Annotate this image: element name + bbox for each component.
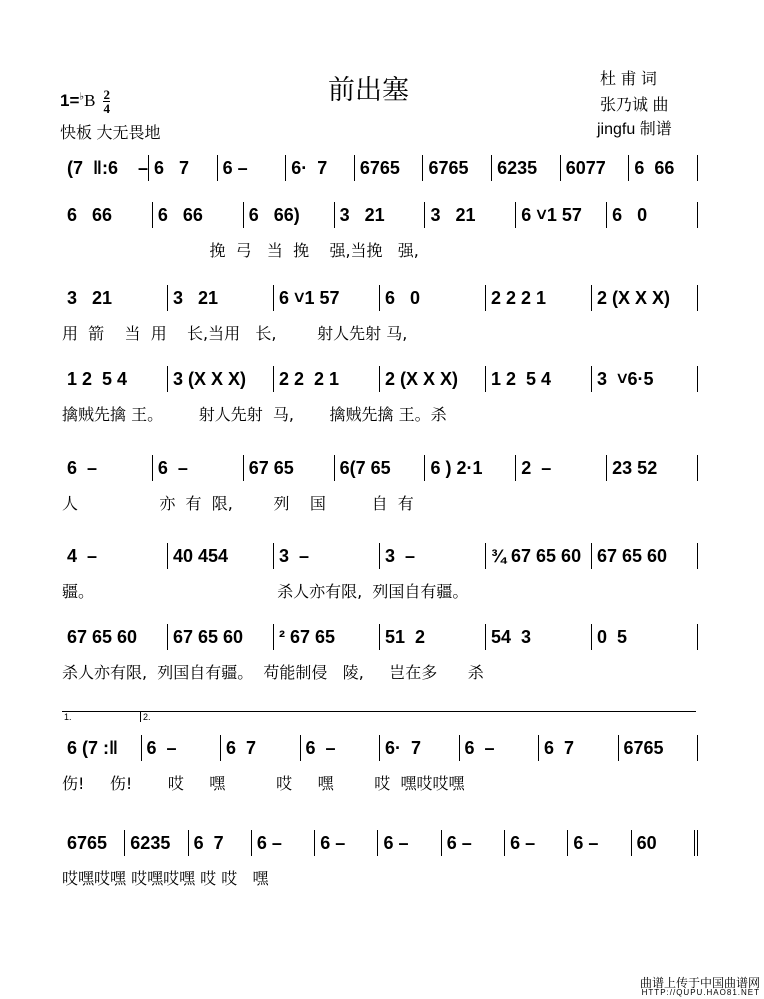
measure: 6 –: [460, 735, 540, 761]
measure: (7 ‖:6 –: [62, 155, 149, 181]
measure: 6235: [125, 830, 188, 856]
measure: 6077: [561, 155, 630, 181]
measure: 6 66: [62, 202, 153, 228]
measure: 6 7: [149, 155, 218, 181]
measure: 4 –: [62, 543, 168, 569]
measure: 1 2 5 4: [62, 366, 168, 392]
lyrics-line: 伤! 伤! 哎 嘿 哎 嘿 哎 嘿哎哎嘿: [62, 774, 465, 793]
staff-line: [62, 455, 698, 481]
measure: 6 –: [218, 155, 287, 181]
measure: 6· 7: [286, 155, 355, 181]
lyrics-line: 用 箭 当 用 长,当用 长, 射人先射 马,: [62, 324, 408, 343]
staff-line: [62, 366, 698, 392]
measure: 23 52: [607, 455, 698, 481]
staff-line: [62, 285, 698, 311]
key-signature: [60, 88, 110, 115]
measure: 67 65 60: [62, 624, 168, 650]
tempo-marking: 快板 大无畏地: [60, 125, 161, 142]
measure: 51 2: [380, 624, 486, 650]
flat-icon: ♭: [79, 91, 85, 103]
staff-line: [62, 202, 698, 228]
measure: 2 2 2 1: [486, 285, 592, 311]
measure: ¾ 67 65 60: [486, 543, 592, 569]
measure: 6 –: [378, 830, 441, 856]
measure: 3 ˅6·5: [592, 366, 698, 392]
key-note: B: [84, 90, 96, 110]
measure: 6 –: [442, 830, 505, 856]
measure: 6 66: [153, 202, 244, 228]
measure: 6 (7 :‖: [62, 735, 142, 761]
song-title: 前出塞: [328, 75, 409, 106]
measure: 6 0: [380, 285, 486, 311]
footer-url[interactable]: HTTP://QUPU.HAO81.NET: [641, 988, 760, 997]
measure: 6(7 65: [335, 455, 426, 481]
staff-line: [62, 624, 698, 650]
lyrics-line: 挽 弓 当 挽 强,当挽 强,: [62, 241, 419, 260]
measure: 3 –: [380, 543, 486, 569]
measure: 3 21: [425, 202, 516, 228]
measure: 6765: [423, 155, 492, 181]
volta-1: 1.: [64, 712, 72, 722]
lyrics-line: 人 亦 有 限, 列 国 自 有: [62, 494, 414, 513]
measure: 6· 7: [380, 735, 460, 761]
transcriber: jingfu 制谱: [597, 121, 672, 138]
measure: 6 –: [505, 830, 568, 856]
staff-line: [62, 830, 698, 856]
measure: 6 ˅1 57: [516, 202, 607, 228]
measure: 2 (X X X): [380, 366, 486, 392]
measure: 6 –: [568, 830, 631, 856]
staff-line: [62, 543, 698, 569]
measure: 6 –: [142, 735, 222, 761]
measure: 3 21: [335, 202, 426, 228]
time-denominator: 4: [103, 101, 110, 116]
measure: 3 (X X X): [168, 366, 274, 392]
measure: 0 5: [592, 624, 698, 650]
volta-2: 2.: [140, 712, 151, 722]
staff-line: [62, 155, 698, 181]
measure: 6 –: [301, 735, 381, 761]
lyrics-line: 疆。 杀人亦有限, 列国自有疆。: [62, 582, 469, 601]
measure: 6235: [492, 155, 561, 181]
measure: 6 –: [315, 830, 378, 856]
measure: 6 7: [221, 735, 301, 761]
measure: 6 7: [189, 830, 252, 856]
measure: 6 –: [252, 830, 315, 856]
measure: 6 7: [539, 735, 619, 761]
measure: 6 –: [62, 455, 153, 481]
measure: 2 –: [516, 455, 607, 481]
measure: 6 –: [153, 455, 244, 481]
measure: 6 66): [244, 202, 335, 228]
measure: 1 2 5 4: [486, 366, 592, 392]
measure: 54 3: [486, 624, 592, 650]
composer: 张乃诚 曲: [600, 97, 669, 114]
footer-site-name: 曲谱上传于中国曲谱网: [639, 976, 760, 990]
measure: 2 (X X X): [592, 285, 698, 311]
lyrics-line: 哎嘿哎嘿 哎嘿哎嘿 哎 哎 嘿: [62, 869, 269, 888]
measure: 6 ) 2·1: [425, 455, 516, 481]
measure: ² 67 65: [274, 624, 380, 650]
time-numerator: 2: [103, 87, 110, 102]
lyrics-line: 擒贼先擒 王。 射人先射 马, 擒贼先擒 王。杀: [62, 405, 447, 424]
measure: 3 21: [168, 285, 274, 311]
measure: 6765: [355, 155, 424, 181]
measure: 6765: [619, 735, 699, 761]
key-prefix: 1=: [60, 90, 80, 110]
volta-brackets: [62, 711, 696, 722]
measure: 6 0: [607, 202, 698, 228]
measure: 6 66: [629, 155, 698, 181]
measure: 60: [632, 830, 698, 856]
lyricist: 杜 甫 词: [600, 71, 657, 88]
time-signature: [103, 88, 110, 115]
measure: 6 ˅1 57: [274, 285, 380, 311]
lyrics-line: 杀人亦有限, 列国自有疆。 苟能制侵 陵, 岂在多 杀: [62, 663, 484, 682]
measure: 67 65 60: [168, 624, 274, 650]
measure: 67 65: [244, 455, 335, 481]
measure: 67 65 60: [592, 543, 698, 569]
measure: 3 21: [62, 285, 168, 311]
staff-line: [62, 735, 698, 761]
measure: 3 –: [274, 543, 380, 569]
measure: 2 2 2 1: [274, 366, 380, 392]
measure: 6765: [62, 830, 125, 856]
measure: 40 454: [168, 543, 274, 569]
